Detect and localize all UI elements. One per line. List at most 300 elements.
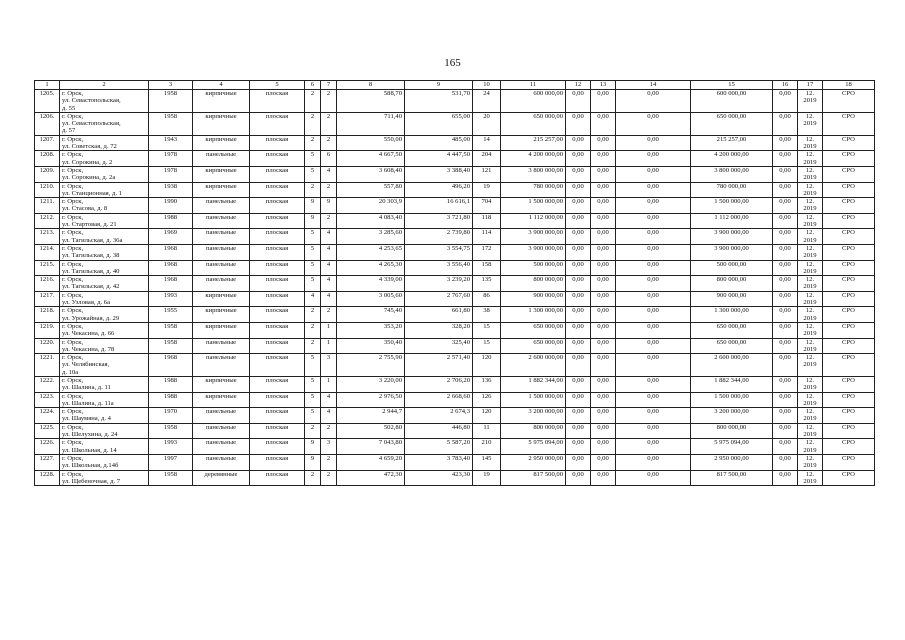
residents-cell: 120	[473, 354, 501, 377]
address-cell-line: ул. Сорокина, д. 2а	[62, 174, 116, 182]
deadline-cell	[798, 338, 823, 354]
value-cell: 0,00	[616, 307, 691, 323]
wall-material-cell: кирпичные	[193, 392, 250, 408]
address-cell-line: ул. Урожайная, д. 29	[62, 314, 120, 322]
table-row	[35, 151, 875, 167]
entrances-cell: 9	[321, 198, 337, 214]
wall-material-cell: кирпичные	[193, 291, 250, 307]
deadline-cell-line: 12.	[805, 198, 815, 206]
entrances-cell: 2	[321, 135, 337, 151]
value-cell: 0,00	[591, 182, 616, 198]
value-cell: 0,00	[773, 408, 798, 424]
value-cell: 0,00	[566, 454, 591, 470]
cost-total-cell: 500 000,00	[501, 260, 566, 276]
address-cell-line: г. Орск,	[62, 135, 84, 143]
roof-type-cell: плоская	[250, 90, 305, 113]
residents-cell: 118	[473, 213, 501, 229]
address-cell	[60, 229, 149, 245]
deadline-cell-line: 12.	[805, 151, 815, 159]
roof-type-cell: плоская	[250, 213, 305, 229]
cost-owners-cell: 500 000,00	[691, 260, 773, 276]
year-cell: 1958	[149, 338, 193, 354]
value-cell: 0,00	[566, 408, 591, 424]
value-cell: 0,00	[616, 408, 691, 424]
wall-material-cell: панельные	[193, 260, 250, 276]
deadline-cell-line: 12.	[805, 439, 815, 447]
column-header: 14	[616, 81, 691, 90]
column-header: 6	[305, 81, 321, 90]
deadline-cell	[798, 376, 823, 392]
address-cell	[60, 423, 149, 439]
address-cell-line: ул. Сорокина, д. 2	[62, 158, 113, 166]
deadline-cell-line: 2019	[803, 283, 817, 291]
method-cell: СРО	[823, 182, 875, 198]
value-cell: 0,00	[591, 291, 616, 307]
deadline-cell	[798, 322, 823, 338]
address-cell-line: ул. Тагильская, д. 42	[62, 283, 120, 291]
method-cell: СРО	[823, 354, 875, 377]
value-cell: 0,00	[591, 198, 616, 214]
value-cell: 0,00	[773, 470, 798, 486]
deadline-cell-line: 2019	[803, 120, 817, 128]
roof-type-cell: плоская	[250, 260, 305, 276]
deadline-cell	[798, 392, 823, 408]
cost-total-cell: 1 300 000,00	[501, 307, 566, 323]
year-cell: 1988	[149, 392, 193, 408]
cost-owners-cell: 650 000,00	[691, 322, 773, 338]
value-cell: 0,00	[591, 166, 616, 182]
value-cell: 0,00	[566, 244, 591, 260]
deadline-cell	[798, 291, 823, 307]
residents-cell: 11	[473, 423, 501, 439]
method-cell: СРО	[823, 112, 875, 135]
floors-cell: 9	[305, 439, 321, 455]
value-cell: 0,00	[773, 260, 798, 276]
year-cell: 1978	[149, 151, 193, 167]
residents-cell: 15	[473, 338, 501, 354]
roof-type-cell: плоская	[250, 244, 305, 260]
address-cell	[60, 90, 149, 113]
address-cell-line: ул. Шаумяна, д. 4	[62, 415, 111, 423]
cost-owners-cell: 3 200 000,00	[691, 408, 773, 424]
cost-total-cell: 4 200 000,00	[501, 151, 566, 167]
residents-cell: 136	[473, 376, 501, 392]
value-cell: 0,00	[591, 338, 616, 354]
value-cell: 0,00	[566, 198, 591, 214]
deadline-cell-line: 2019	[803, 446, 817, 454]
deadline-cell-line: 2019	[803, 345, 817, 353]
cost-owners-cell: 600 000,00	[691, 90, 773, 113]
cost-total-cell: 5 975 094,00	[501, 439, 566, 455]
method-cell: СРО	[823, 439, 875, 455]
value-cell: 0,00	[566, 229, 591, 245]
roof-type-cell: плоская	[250, 151, 305, 167]
living-area-cell: 661,80	[405, 307, 473, 323]
deadline-cell-line: 2019	[803, 299, 817, 307]
deadline-cell	[798, 408, 823, 424]
year-cell: 1993	[149, 291, 193, 307]
residents-cell: 15	[473, 322, 501, 338]
housing-register-table	[34, 80, 875, 486]
entrances-cell: 2	[321, 90, 337, 113]
address-cell-line: ул. Тагильская, д. 36а	[62, 236, 123, 244]
cost-owners-cell: 1 300 000,00	[691, 307, 773, 323]
cost-owners-cell: 3 900 000,00	[691, 229, 773, 245]
address-cell	[60, 112, 149, 135]
method-cell: СРО	[823, 322, 875, 338]
floors-cell: 2	[305, 307, 321, 323]
column-header: 2	[60, 81, 149, 90]
value-cell: 0,00	[591, 322, 616, 338]
total-area-cell: 4 253,65	[337, 244, 405, 260]
living-area-cell: 2 668,60	[405, 392, 473, 408]
column-header: 15	[691, 81, 773, 90]
address-cell-line: г. Орск,	[62, 354, 84, 362]
entrances-cell: 1	[321, 322, 337, 338]
floors-cell: 2	[305, 182, 321, 198]
address-cell-line: ул. Шалина, д. 11а	[62, 399, 114, 407]
floors-cell: 2	[305, 423, 321, 439]
total-area-cell: 20 303,9	[337, 198, 405, 214]
deadline-cell-line: 12.	[805, 112, 815, 120]
address-cell	[60, 322, 149, 338]
entrances-cell: 6	[321, 151, 337, 167]
address-cell	[60, 376, 149, 392]
method-cell: СРО	[823, 135, 875, 151]
row-number: 1215.	[35, 260, 60, 276]
cost-owners-cell: 3 900 000,00	[691, 244, 773, 260]
living-area-cell: 531,70	[405, 90, 473, 113]
residents-cell: 210	[473, 439, 501, 455]
cost-owners-cell: 1 112 000,00	[691, 213, 773, 229]
row-number: 1222.	[35, 376, 60, 392]
value-cell: 0,00	[566, 439, 591, 455]
deadline-cell-line: 2019	[803, 97, 817, 105]
method-cell: СРО	[823, 470, 875, 486]
entrances-cell: 4	[321, 229, 337, 245]
roof-type-cell: плоская	[250, 470, 305, 486]
year-cell: 1978	[149, 166, 193, 182]
table-row	[35, 135, 875, 151]
value-cell: 0,00	[616, 423, 691, 439]
total-area-cell: 557,80	[337, 182, 405, 198]
address-cell-line: г. Орск,	[62, 338, 84, 346]
address-cell-line: г. Орск,	[62, 229, 84, 237]
address-cell-line: ул. Тагильская, д. 40	[62, 267, 120, 275]
row-number: 1208.	[35, 151, 60, 167]
row-number: 1223.	[35, 392, 60, 408]
roof-type-cell: плоская	[250, 307, 305, 323]
wall-material-cell: панельные	[193, 151, 250, 167]
residents-cell: 38	[473, 307, 501, 323]
row-number: 1227.	[35, 454, 60, 470]
deadline-cell-line: 12.	[805, 182, 815, 190]
total-area-cell: 4 265,30	[337, 260, 405, 276]
value-cell: 0,00	[566, 423, 591, 439]
roof-type-cell: плоская	[250, 229, 305, 245]
total-area-cell: 2 944,7	[337, 408, 405, 424]
deadline-cell	[798, 423, 823, 439]
value-cell: 0,00	[773, 354, 798, 377]
cost-owners-cell: 800 000,00	[691, 276, 773, 292]
residents-cell: 86	[473, 291, 501, 307]
cost-total-cell: 1 500 000,00	[501, 392, 566, 408]
deadline-cell-line: 12.	[805, 260, 815, 268]
value-cell: 0,00	[591, 244, 616, 260]
address-cell-line: г. Орск,	[62, 151, 84, 159]
method-cell: СРО	[823, 213, 875, 229]
table-row	[35, 470, 875, 486]
wall-material-cell: панельные	[193, 244, 250, 260]
column-header: 16	[773, 81, 798, 90]
address-cell-line: г. Орск,	[62, 322, 84, 330]
roof-type-cell: плоская	[250, 423, 305, 439]
address-cell-line: г. Орск,	[62, 454, 84, 462]
year-cell: 1990	[149, 198, 193, 214]
deadline-cell-line: 12.	[805, 244, 815, 252]
wall-material-cell: кирпичные	[193, 376, 250, 392]
floors-cell: 5	[305, 244, 321, 260]
value-cell: 0,00	[591, 354, 616, 377]
roof-type-cell: плоская	[250, 439, 305, 455]
deadline-cell-line: 2019	[803, 143, 817, 151]
year-cell: 1958	[149, 423, 193, 439]
value-cell: 0,00	[616, 322, 691, 338]
address-cell-line: г. Орск,	[62, 408, 84, 416]
residents-cell: 704	[473, 198, 501, 214]
deadline-cell	[798, 454, 823, 470]
method-cell: СРО	[823, 244, 875, 260]
row-number: 1225.	[35, 423, 60, 439]
table-row	[35, 166, 875, 182]
floors-cell: 5	[305, 392, 321, 408]
address-cell-line: г. Орск,	[62, 276, 84, 284]
living-area-cell: 4 447,50	[405, 151, 473, 167]
cost-owners-cell: 5 975 094,00	[691, 439, 773, 455]
year-cell: 1968	[149, 354, 193, 377]
cost-total-cell: 1 500 000,00	[501, 198, 566, 214]
deadline-cell-line: 12.	[805, 470, 815, 478]
address-cell-line: ул. Челябинская,	[62, 361, 110, 369]
deadline-cell-line: 2019	[803, 221, 817, 229]
value-cell: 0,00	[616, 470, 691, 486]
address-cell-line: ул. Щебеночная, д. 7	[62, 477, 121, 485]
row-number: 1213.	[35, 229, 60, 245]
value-cell: 0,00	[773, 291, 798, 307]
living-area-cell: 3 239,20	[405, 276, 473, 292]
floors-cell: 5	[305, 260, 321, 276]
address-cell-line: г. Орск,	[62, 213, 84, 221]
total-area-cell: 3 005,60	[337, 291, 405, 307]
address-cell-line: ул. Тагильская, д. 38	[62, 252, 120, 260]
address-cell-line: ул. Станционная, д. 1	[62, 189, 122, 197]
year-cell: 1988	[149, 213, 193, 229]
wall-material-cell: панельные	[193, 439, 250, 455]
total-area-cell: 472,30	[337, 470, 405, 486]
entrances-cell: 2	[321, 112, 337, 135]
deadline-cell-line: 2019	[803, 462, 817, 470]
cost-owners-cell: 1 500 000,00	[691, 392, 773, 408]
deadline-cell-line: 12.	[805, 376, 815, 384]
address-cell-line: г. Орск,	[62, 166, 84, 174]
cost-owners-cell: 817 500,00	[691, 470, 773, 486]
total-area-cell: 4 083,40	[337, 213, 405, 229]
floors-cell: 2	[305, 338, 321, 354]
row-number: 1206.	[35, 112, 60, 135]
living-area-cell: 2 706,20	[405, 376, 473, 392]
row-number: 1214.	[35, 244, 60, 260]
roof-type-cell: плоская	[250, 338, 305, 354]
roof-type-cell: плоская	[250, 454, 305, 470]
total-area-cell: 745,40	[337, 307, 405, 323]
value-cell: 0,00	[566, 90, 591, 113]
page-number: 165	[444, 57, 461, 69]
deadline-cell	[798, 166, 823, 182]
value-cell: 0,00	[591, 376, 616, 392]
entrances-cell: 4	[321, 392, 337, 408]
row-number: 1228.	[35, 470, 60, 486]
value-cell: 0,00	[616, 166, 691, 182]
address-cell	[60, 307, 149, 323]
address-cell-line: г. Орск,	[62, 291, 84, 299]
year-cell: 1970	[149, 408, 193, 424]
wall-material-cell: кирпичные	[193, 182, 250, 198]
total-area-cell: 502,80	[337, 423, 405, 439]
address-cell-line: д. 10а	[62, 368, 79, 376]
cost-total-cell: 2 600 000,00	[501, 354, 566, 377]
residents-cell: 135	[473, 276, 501, 292]
entrances-cell: 2	[321, 423, 337, 439]
living-area-cell: 16 616,1	[405, 198, 473, 214]
value-cell: 0,00	[616, 213, 691, 229]
table-row	[35, 213, 875, 229]
total-area-cell: 711,40	[337, 112, 405, 135]
cost-total-cell: 3 200 000,00	[501, 408, 566, 424]
address-cell-line: д. 55	[62, 104, 76, 112]
deadline-cell-line: 12.	[805, 291, 815, 299]
value-cell: 0,00	[566, 182, 591, 198]
value-cell: 0,00	[773, 338, 798, 354]
deadline-cell	[798, 244, 823, 260]
value-cell: 0,00	[566, 112, 591, 135]
address-cell-line: ул. Школьная, д.14б	[62, 462, 119, 470]
address-cell	[60, 182, 149, 198]
cost-total-cell: 900 000,00	[501, 291, 566, 307]
value-cell: 0,00	[566, 135, 591, 151]
total-area-cell: 550,00	[337, 135, 405, 151]
roof-type-cell: плоская	[250, 291, 305, 307]
deadline-cell-line: 12.	[805, 408, 815, 416]
address-cell-line: г. Орск,	[62, 198, 84, 206]
row-number: 1212.	[35, 213, 60, 229]
floors-cell: 2	[305, 322, 321, 338]
total-area-cell: 353,20	[337, 322, 405, 338]
value-cell: 0,00	[566, 276, 591, 292]
living-area-cell: 423,30	[405, 470, 473, 486]
deadline-cell	[798, 198, 823, 214]
deadline-cell	[798, 439, 823, 455]
roof-type-cell: плоская	[250, 182, 305, 198]
deadline-cell	[798, 213, 823, 229]
floors-cell: 4	[305, 291, 321, 307]
living-area-cell: 3 388,40	[405, 166, 473, 182]
value-cell: 0,00	[773, 307, 798, 323]
value-cell: 0,00	[566, 354, 591, 377]
value-cell: 0,00	[591, 423, 616, 439]
roof-type-cell: плоская	[250, 322, 305, 338]
entrances-cell: 3	[321, 354, 337, 377]
value-cell: 0,00	[773, 322, 798, 338]
entrances-cell: 1	[321, 376, 337, 392]
address-cell-line: ул. Чекасина, д. 66	[62, 330, 115, 338]
value-cell: 0,00	[616, 135, 691, 151]
table-row	[35, 338, 875, 354]
value-cell: 0,00	[616, 182, 691, 198]
address-cell	[60, 408, 149, 424]
floors-cell: 5	[305, 276, 321, 292]
table-row	[35, 376, 875, 392]
wall-material-cell: панельные	[193, 354, 250, 377]
living-area-cell: 5 587,20	[405, 439, 473, 455]
living-area-cell: 2 739,80	[405, 229, 473, 245]
value-cell: 0,00	[591, 439, 616, 455]
year-cell: 1968	[149, 260, 193, 276]
floors-cell: 5	[305, 408, 321, 424]
method-cell: СРО	[823, 454, 875, 470]
roof-type-cell: плоская	[250, 166, 305, 182]
total-area-cell: 3 285,60	[337, 229, 405, 245]
residents-cell: 24	[473, 90, 501, 113]
cost-owners-cell: 900 000,00	[691, 291, 773, 307]
deadline-cell-line: 12.	[805, 423, 815, 431]
cost-owners-cell: 650 000,00	[691, 112, 773, 135]
row-number: 1220.	[35, 338, 60, 354]
row-number: 1226.	[35, 439, 60, 455]
entrances-cell: 2	[321, 182, 337, 198]
address-cell	[60, 439, 149, 455]
wall-material-cell: кирпичные	[193, 322, 250, 338]
deadline-cell-line: 2019	[803, 158, 817, 166]
cost-total-cell: 800 000,00	[501, 276, 566, 292]
value-cell: 0,00	[591, 454, 616, 470]
wall-material-cell: панельные	[193, 276, 250, 292]
value-cell: 0,00	[591, 307, 616, 323]
total-area-cell: 588,70	[337, 90, 405, 113]
column-header: 11	[501, 81, 566, 90]
value-cell: 0,00	[591, 135, 616, 151]
address-cell-line: ул. Севастопольская,	[62, 120, 121, 128]
entrances-cell: 4	[321, 408, 337, 424]
column-header: 7	[321, 81, 337, 90]
column-header: 4	[193, 81, 250, 90]
entrances-cell: 4	[321, 260, 337, 276]
cost-total-cell: 800 000,00	[501, 423, 566, 439]
method-cell: СРО	[823, 423, 875, 439]
cost-owners-cell: 1 500 000,00	[691, 198, 773, 214]
residents-cell: 19	[473, 470, 501, 486]
value-cell: 0,00	[616, 244, 691, 260]
deadline-cell-line: 12.	[805, 392, 815, 400]
value-cell: 0,00	[773, 151, 798, 167]
column-number-row	[35, 81, 875, 90]
floors-cell: 5	[305, 229, 321, 245]
year-cell: 1958	[149, 470, 193, 486]
column-header: 17	[798, 81, 823, 90]
address-cell	[60, 470, 149, 486]
year-cell: 1968	[149, 276, 193, 292]
table-row	[35, 291, 875, 307]
value-cell: 0,00	[773, 112, 798, 135]
